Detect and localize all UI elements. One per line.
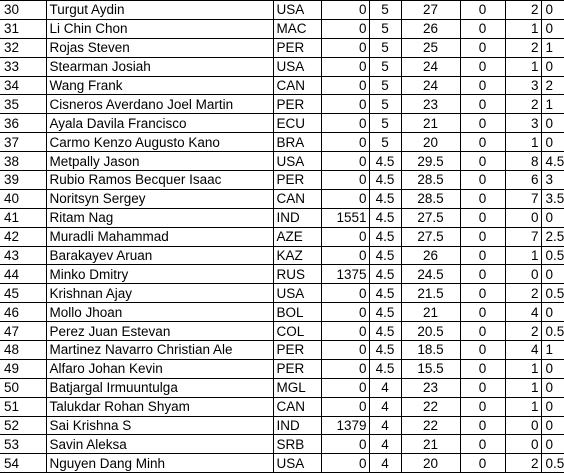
tiebreak-4-cell: 0 [541,114,564,133]
tiebreak-3-cell: 8 [505,152,541,171]
tiebreak-2-cell: 0 [460,435,505,454]
player-name-cell: Savin Aleksa [46,435,273,454]
federation-cell: USA [273,454,321,473]
rank-cell: 39 [0,171,46,190]
rank-cell: 48 [0,341,46,360]
tiebreak-1-cell: 27.5 [401,208,460,227]
table-row [0,76,564,95]
rank-cell: 35 [0,95,46,114]
tiebreak-4-cell: 1 [541,95,564,114]
tiebreak-1-cell: 28.5 [401,171,460,190]
rating-cell: 0 [321,341,369,360]
tiebreak-4-cell: 0 [541,416,564,435]
tiebreak-2-cell: 0 [460,76,505,95]
rank-cell: 37 [0,133,46,152]
federation-cell: CAN [273,189,321,208]
federation-cell: IND [273,416,321,435]
rating-cell: 0 [321,133,369,152]
points-cell: 4.5 [369,189,401,208]
player-name-cell: Batjargal Irmuuntulga [46,378,273,397]
tiebreak-1-cell: 18.5 [401,341,460,360]
rating-cell: 1379 [321,416,369,435]
points-cell: 4.5 [369,208,401,227]
tiebreak-3-cell: 1 [505,19,541,38]
points-cell: 5 [369,76,401,95]
tiebreak-3-cell: 3 [505,76,541,95]
federation-cell: MAC [273,19,321,38]
tiebreak-4-cell: 0 [541,397,564,416]
rank-cell: 49 [0,359,46,378]
table-row [0,322,564,341]
player-name-cell: Stearman Josiah [46,57,273,76]
tiebreak-3-cell: 7 [505,189,541,208]
tiebreak-2-cell: 0 [460,416,505,435]
table-row [0,416,564,435]
federation-cell: USA [273,152,321,171]
tiebreak-2-cell: 0 [460,303,505,322]
rating-cell: 0 [321,76,369,95]
tiebreak-4-cell: 0 [541,378,564,397]
player-name-cell: Metpally Jason [46,152,273,171]
points-cell: 4.5 [369,152,401,171]
tiebreak-3-cell: 1 [505,133,541,152]
tiebreak-3-cell: 1 [505,359,541,378]
tiebreak-2-cell: 0 [460,1,505,20]
table-row [0,189,564,208]
table-row [0,341,564,360]
tiebreak-4-cell: 2 [541,76,564,95]
federation-cell: RUS [273,265,321,284]
tiebreak-3-cell: 0 [505,416,541,435]
player-name-cell: Wang Frank [46,76,273,95]
tiebreak-2-cell: 0 [460,322,505,341]
rank-cell: 45 [0,284,46,303]
rank-cell: 44 [0,265,46,284]
tiebreak-2-cell: 0 [460,152,505,171]
tiebreak-2-cell: 0 [460,38,505,57]
rank-cell: 43 [0,246,46,265]
rank-cell: 47 [0,322,46,341]
tiebreak-1-cell: 25 [401,38,460,57]
tiebreak-1-cell: 24 [401,57,460,76]
points-cell: 4.5 [369,265,401,284]
tiebreak-1-cell: 23 [401,95,460,114]
rank-cell: 34 [0,76,46,95]
federation-cell: BRA [273,133,321,152]
rank-cell: 46 [0,303,46,322]
tiebreak-4-cell: 0 [541,208,564,227]
points-cell: 5 [369,1,401,20]
tiebreak-4-cell: 2.5 [541,227,564,246]
table-row [0,435,564,454]
player-name-cell: Rubio Ramos Becquer Isaac [46,171,273,190]
tiebreak-4-cell: 0 [541,303,564,322]
rating-cell: 0 [321,322,369,341]
table-row [0,38,564,57]
table-row [0,57,564,76]
tiebreak-2-cell: 0 [460,19,505,38]
tiebreak-1-cell: 20 [401,454,460,473]
points-cell: 4 [369,435,401,454]
federation-cell: USA [273,1,321,20]
rank-cell: 41 [0,208,46,227]
federation-cell: BOL [273,303,321,322]
federation-cell: PER [273,38,321,57]
points-cell: 5 [369,38,401,57]
table-row [0,152,564,171]
table-row [0,246,564,265]
points-cell: 4.5 [369,227,401,246]
tiebreak-1-cell: 29.5 [401,152,460,171]
rank-cell: 53 [0,435,46,454]
rating-cell: 0 [321,227,369,246]
points-cell: 5 [369,19,401,38]
points-cell: 5 [369,114,401,133]
rank-cell: 51 [0,397,46,416]
rank-cell: 40 [0,189,46,208]
tiebreak-1-cell: 22 [401,397,460,416]
table-row [0,227,564,246]
player-name-cell: Nguyen Dang Minh [46,454,273,473]
points-cell: 4.5 [369,341,401,360]
points-cell: 4.5 [369,284,401,303]
rating-cell: 0 [321,57,369,76]
tiebreak-2-cell: 0 [460,189,505,208]
tiebreak-4-cell: 0 [541,359,564,378]
rating-cell: 0 [321,1,369,20]
tiebreak-1-cell: 21 [401,303,460,322]
player-name-cell: Talukdar Rohan Shyam [46,397,273,416]
tiebreak-2-cell: 0 [460,284,505,303]
tiebreak-2-cell: 0 [460,378,505,397]
table-row [0,114,564,133]
tiebreak-4-cell: 0.5 [541,454,564,473]
federation-cell: CAN [273,397,321,416]
rating-cell: 1551 [321,208,369,227]
rating-cell: 0 [321,378,369,397]
table-row [0,265,564,284]
rating-cell: 0 [321,38,369,57]
table-row [0,454,564,473]
player-name-cell: Turgut Aydin [46,1,273,20]
player-name-cell: Ayala Davila Francisco [46,114,273,133]
federation-cell: MGL [273,378,321,397]
table-row [0,284,564,303]
tiebreak-3-cell: 2 [505,1,541,20]
federation-cell: SRB [273,435,321,454]
tiebreak-3-cell: 1 [505,397,541,416]
federation-cell: COL [273,322,321,341]
table-row [0,171,564,190]
federation-cell: CAN [273,76,321,95]
rating-cell: 0 [321,152,369,171]
rating-cell: 0 [321,19,369,38]
player-name-cell: Cisneros Averdano Joel Martin [46,95,273,114]
tiebreak-3-cell: 2 [505,38,541,57]
tiebreak-4-cell: 0 [541,265,564,284]
table-row [0,397,564,416]
player-name-cell: Martinez Navarro Christian Ale [46,341,273,360]
player-name-cell: Rojas Steven [46,38,273,57]
points-cell: 4 [369,416,401,435]
rank-cell: 30 [0,1,46,20]
federation-cell: KAZ [273,246,321,265]
points-cell: 4 [369,397,401,416]
rating-cell: 0 [321,397,369,416]
table-row [0,1,564,20]
points-cell: 4.5 [369,303,401,322]
tiebreak-4-cell: 0 [541,133,564,152]
tiebreak-1-cell: 27 [401,1,460,20]
tiebreak-2-cell: 0 [460,208,505,227]
rank-cell: 31 [0,19,46,38]
player-name-cell: Carmo Kenzo Augusto Kano [46,133,273,152]
player-name-cell: Barakayev Aruan [46,246,273,265]
tiebreak-2-cell: 0 [460,454,505,473]
tiebreak-3-cell: 0 [505,435,541,454]
tiebreak-1-cell: 24.5 [401,265,460,284]
rank-cell: 54 [0,454,46,473]
player-name-cell: Noritsyn Sergey [46,189,273,208]
federation-cell: PER [273,171,321,190]
tiebreak-3-cell: 7 [505,227,541,246]
federation-cell: PER [273,359,321,378]
tiebreak-4-cell: 0.5 [541,322,564,341]
points-cell: 5 [369,133,401,152]
rank-cell: 36 [0,114,46,133]
points-cell: 4 [369,454,401,473]
tiebreak-2-cell: 0 [460,171,505,190]
tiebreak-4-cell: 4.5 [541,152,564,171]
rank-cell: 33 [0,57,46,76]
tiebreak-2-cell: 0 [460,359,505,378]
tiebreak-4-cell: 3 [541,171,564,190]
rating-cell: 0 [321,171,369,190]
tiebreak-1-cell: 23 [401,378,460,397]
tiebreak-1-cell: 28.5 [401,189,460,208]
rank-cell: 38 [0,152,46,171]
tiebreak-4-cell: 0 [541,435,564,454]
tiebreak-3-cell: 1 [505,378,541,397]
points-cell: 4.5 [369,359,401,378]
tiebreak-4-cell: 1 [541,38,564,57]
tiebreak-1-cell: 20.5 [401,322,460,341]
federation-cell: USA [273,57,321,76]
federation-cell: PER [273,95,321,114]
table-row [0,208,564,227]
standings-body [0,1,564,473]
tiebreak-1-cell: 27.5 [401,227,460,246]
tiebreak-3-cell: 0 [505,208,541,227]
tiebreak-2-cell: 0 [460,397,505,416]
federation-cell: PER [273,341,321,360]
tiebreak-1-cell: 26 [401,246,460,265]
tiebreak-4-cell: 1 [541,341,564,360]
points-cell: 4.5 [369,322,401,341]
rating-cell: 0 [321,189,369,208]
rating-cell: 1375 [321,265,369,284]
tiebreak-3-cell: 4 [505,341,541,360]
tiebreak-1-cell: 21 [401,114,460,133]
table-row [0,19,564,38]
tiebreak-2-cell: 0 [460,114,505,133]
rating-cell: 0 [321,303,369,322]
federation-cell: IND [273,208,321,227]
rank-cell: 42 [0,227,46,246]
tiebreak-4-cell: 0 [541,57,564,76]
tiebreak-4-cell: 0 [541,19,564,38]
table-row [0,378,564,397]
federation-cell: AZE [273,227,321,246]
tiebreak-2-cell: 0 [460,227,505,246]
player-name-cell: Perez Juan Estevan [46,322,273,341]
player-name-cell: Alfaro Johan Kevin [46,359,273,378]
points-cell: 4.5 [369,171,401,190]
tiebreak-1-cell: 26 [401,19,460,38]
tiebreak-1-cell: 24 [401,76,460,95]
points-cell: 4 [369,378,401,397]
federation-cell: ECU [273,114,321,133]
tiebreak-3-cell: 6 [505,171,541,190]
tiebreak-3-cell: 3 [505,114,541,133]
rating-cell: 0 [321,246,369,265]
tiebreak-2-cell: 0 [460,246,505,265]
tiebreak-1-cell: 20 [401,133,460,152]
player-name-cell: Li Chin Chon [46,19,273,38]
rating-cell: 0 [321,359,369,378]
points-cell: 5 [369,95,401,114]
tiebreak-2-cell: 0 [460,133,505,152]
rank-cell: 50 [0,378,46,397]
table-row [0,95,564,114]
tiebreak-2-cell: 0 [460,95,505,114]
player-name-cell: Ritam Nag [46,208,273,227]
tiebreak-2-cell: 0 [460,265,505,284]
tiebreak-2-cell: 0 [460,341,505,360]
tiebreak-3-cell: 0 [505,265,541,284]
rating-cell: 0 [321,284,369,303]
tiebreak-4-cell: 0.5 [541,284,564,303]
tiebreak-4-cell: 0 [541,1,564,20]
tiebreak-2-cell: 0 [460,57,505,76]
table-row [0,133,564,152]
tiebreak-3-cell: 1 [505,57,541,76]
player-name-cell: Muradli Mahammad [46,227,273,246]
federation-cell: USA [273,284,321,303]
rating-cell: 0 [321,435,369,454]
tiebreak-1-cell: 21 [401,435,460,454]
tiebreak-4-cell: 0.5 [541,246,564,265]
tiebreak-3-cell: 2 [505,284,541,303]
player-name-cell: Mollo Jhoan [46,303,273,322]
rank-cell: 52 [0,416,46,435]
tiebreak-3-cell: 2 [505,322,541,341]
player-name-cell: Sai Krishna S [46,416,273,435]
table-row [0,303,564,322]
tiebreak-3-cell: 2 [505,95,541,114]
tiebreak-1-cell: 21.5 [401,284,460,303]
tiebreak-3-cell: 4 [505,303,541,322]
table-row [0,359,564,378]
rank-cell: 32 [0,38,46,57]
points-cell: 4.5 [369,246,401,265]
points-cell: 5 [369,57,401,76]
tiebreak-3-cell: 2 [505,454,541,473]
rating-cell: 0 [321,114,369,133]
player-name-cell: Minko Dmitry [46,265,273,284]
tiebreak-4-cell: 3.5 [541,189,564,208]
rating-cell: 0 [321,95,369,114]
tiebreak-1-cell: 22 [401,416,460,435]
rating-cell: 0 [321,454,369,473]
tiebreak-3-cell: 1 [505,246,541,265]
player-name-cell: Krishnan Ajay [46,284,273,303]
tiebreak-1-cell: 15.5 [401,359,460,378]
